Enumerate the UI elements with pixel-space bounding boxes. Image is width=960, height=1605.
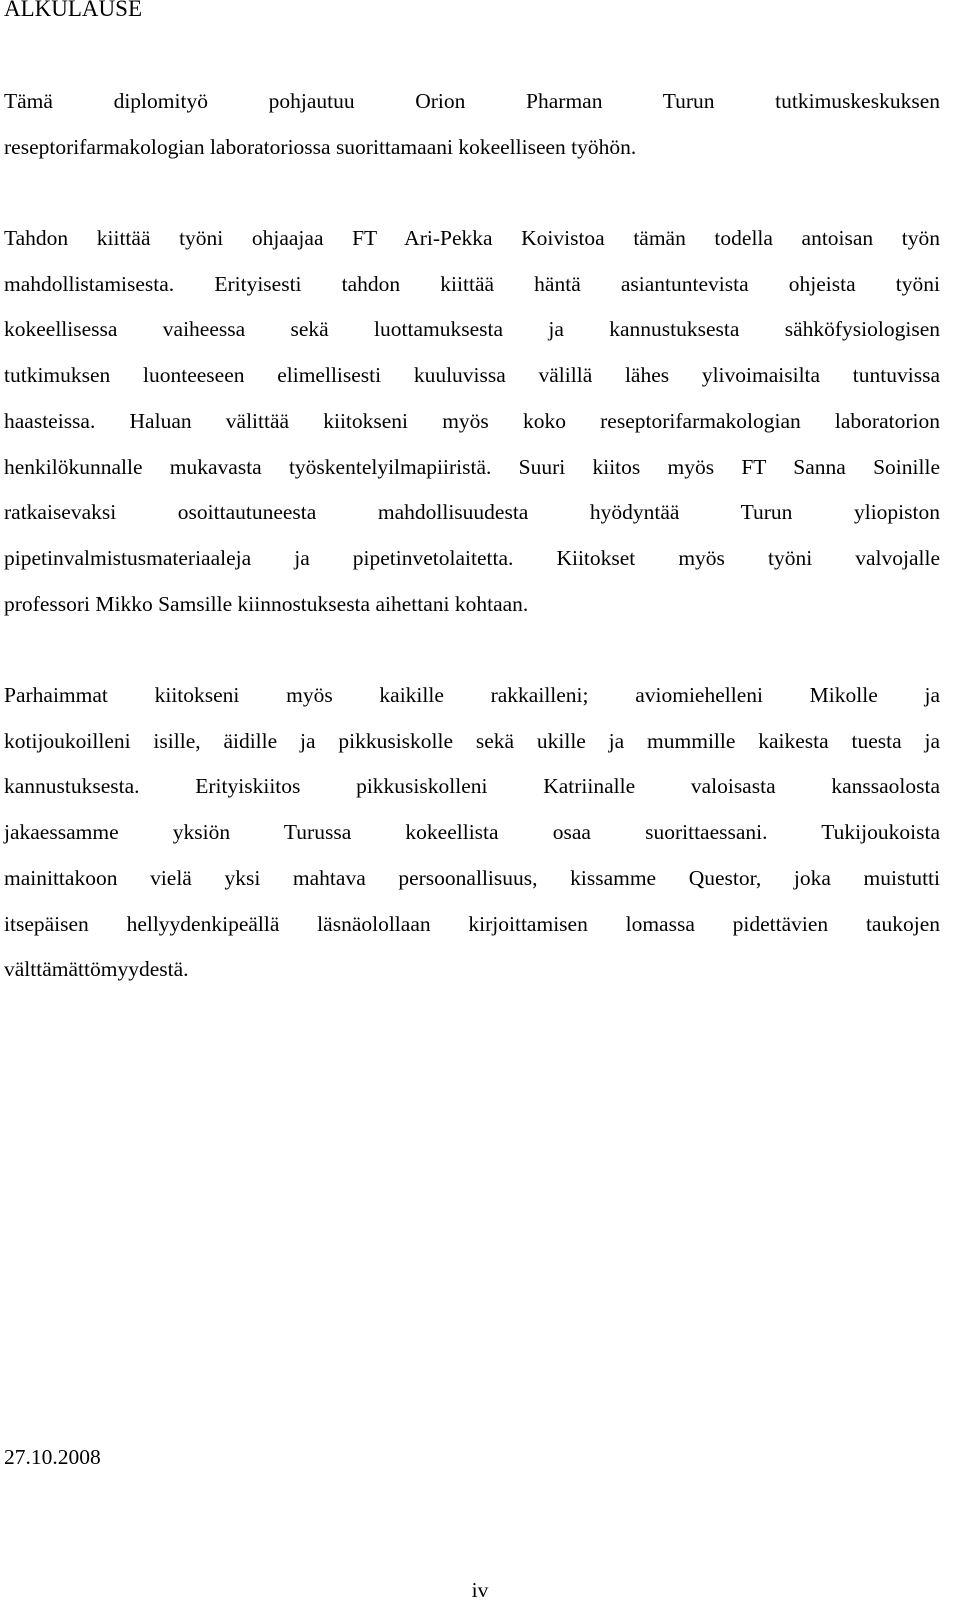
- paragraph-intro: [4, 79, 940, 170]
- paragraph-line: pipetinvalmistusmateriaaleja ja pipetinvetolaitetta. Kiitokset myös työni valvojalle: [4, 545, 940, 570]
- paragraph-line: jakaessamme yksiön Turussa kokeellista osaa suorittaessani. Tukijoukoista: [4, 820, 940, 845]
- paragraph-line: kotijoukoilleni isille, äidille ja pikkusiskolle sekä ukille ja mummille kaikesta tuesta ja: [4, 728, 940, 753]
- paragraph-line: reseptorifarmakologian laboratoriossa suorittamaani kokeelliseen työhön.: [4, 134, 637, 159]
- paragraph-line: haasteissa. Haluan välittää kiitokseni myös koko reseptorifarmakologian laboratorion: [4, 408, 940, 433]
- paragraph-acknowledgements-work: [4, 216, 940, 627]
- page-number: iv: [471, 1578, 489, 1602]
- paragraph-line: Tämä diplomityö pohjautuu Orion Pharman Turun tutkimuskeskuksen: [4, 89, 940, 113]
- paragraph-acknowledgements-family: [4, 673, 940, 993]
- paragraph-line: professori Mikko Samsille kiinnostuksesta aihettani kohtaan.: [4, 591, 529, 616]
- paragraph-line: Tahdon kiittää työni ohjaajaa FT Ari-Pekka Koivistoa tämän todella antoisan työn: [4, 226, 940, 250]
- paragraph-line: Parhaimmat kiitokseni myös kaikille rakkailleni; aviomiehelleni Mikolle ja: [4, 683, 940, 707]
- paragraph-line: ratkaisevaksi osoittautuneesta mahdollisuudesta hyödyntää Turun yliopiston: [4, 500, 940, 525]
- paragraph-line: tutkimuksen luonteeseen elimellisesti kuuluvissa välillä lähes ylivoimaisilta tuntuvissa: [4, 363, 940, 388]
- signature-date: 27.10.2008: [4, 1445, 101, 1469]
- paragraph-line: kannustuksesta. Erityiskiitos pikkusiskolleni Katriinalle valoisasta kanssaolosta: [4, 774, 940, 799]
- paragraph-line: itsepäisen hellyydenkipeällä läsnäolollaan kirjoittamisen lomassa pidettävien taukojen: [4, 911, 940, 936]
- section-heading: ALKULAUSE: [4, 0, 142, 21]
- paragraph-line: mainittakoon vielä yksi mahtava persoonallisuus, kissamme Questor, joka muistutti: [4, 865, 940, 890]
- paragraph-line: mahdollistamisesta. Erityisesti tahdon kiittää häntä asiantuntevista ohjeista työni: [4, 271, 940, 296]
- paragraph-line: kokeellisessa vaiheessa sekä luottamuksesta ja kannustuksesta sähköfysiologisen: [4, 317, 940, 342]
- paragraph-line: henkilökunnalle mukavasta työskentelyilmapiiristä. Suuri kiitos myös FT Sanna Soinille: [4, 454, 940, 479]
- paragraph-line: välttämättömyydestä.: [4, 957, 189, 982]
